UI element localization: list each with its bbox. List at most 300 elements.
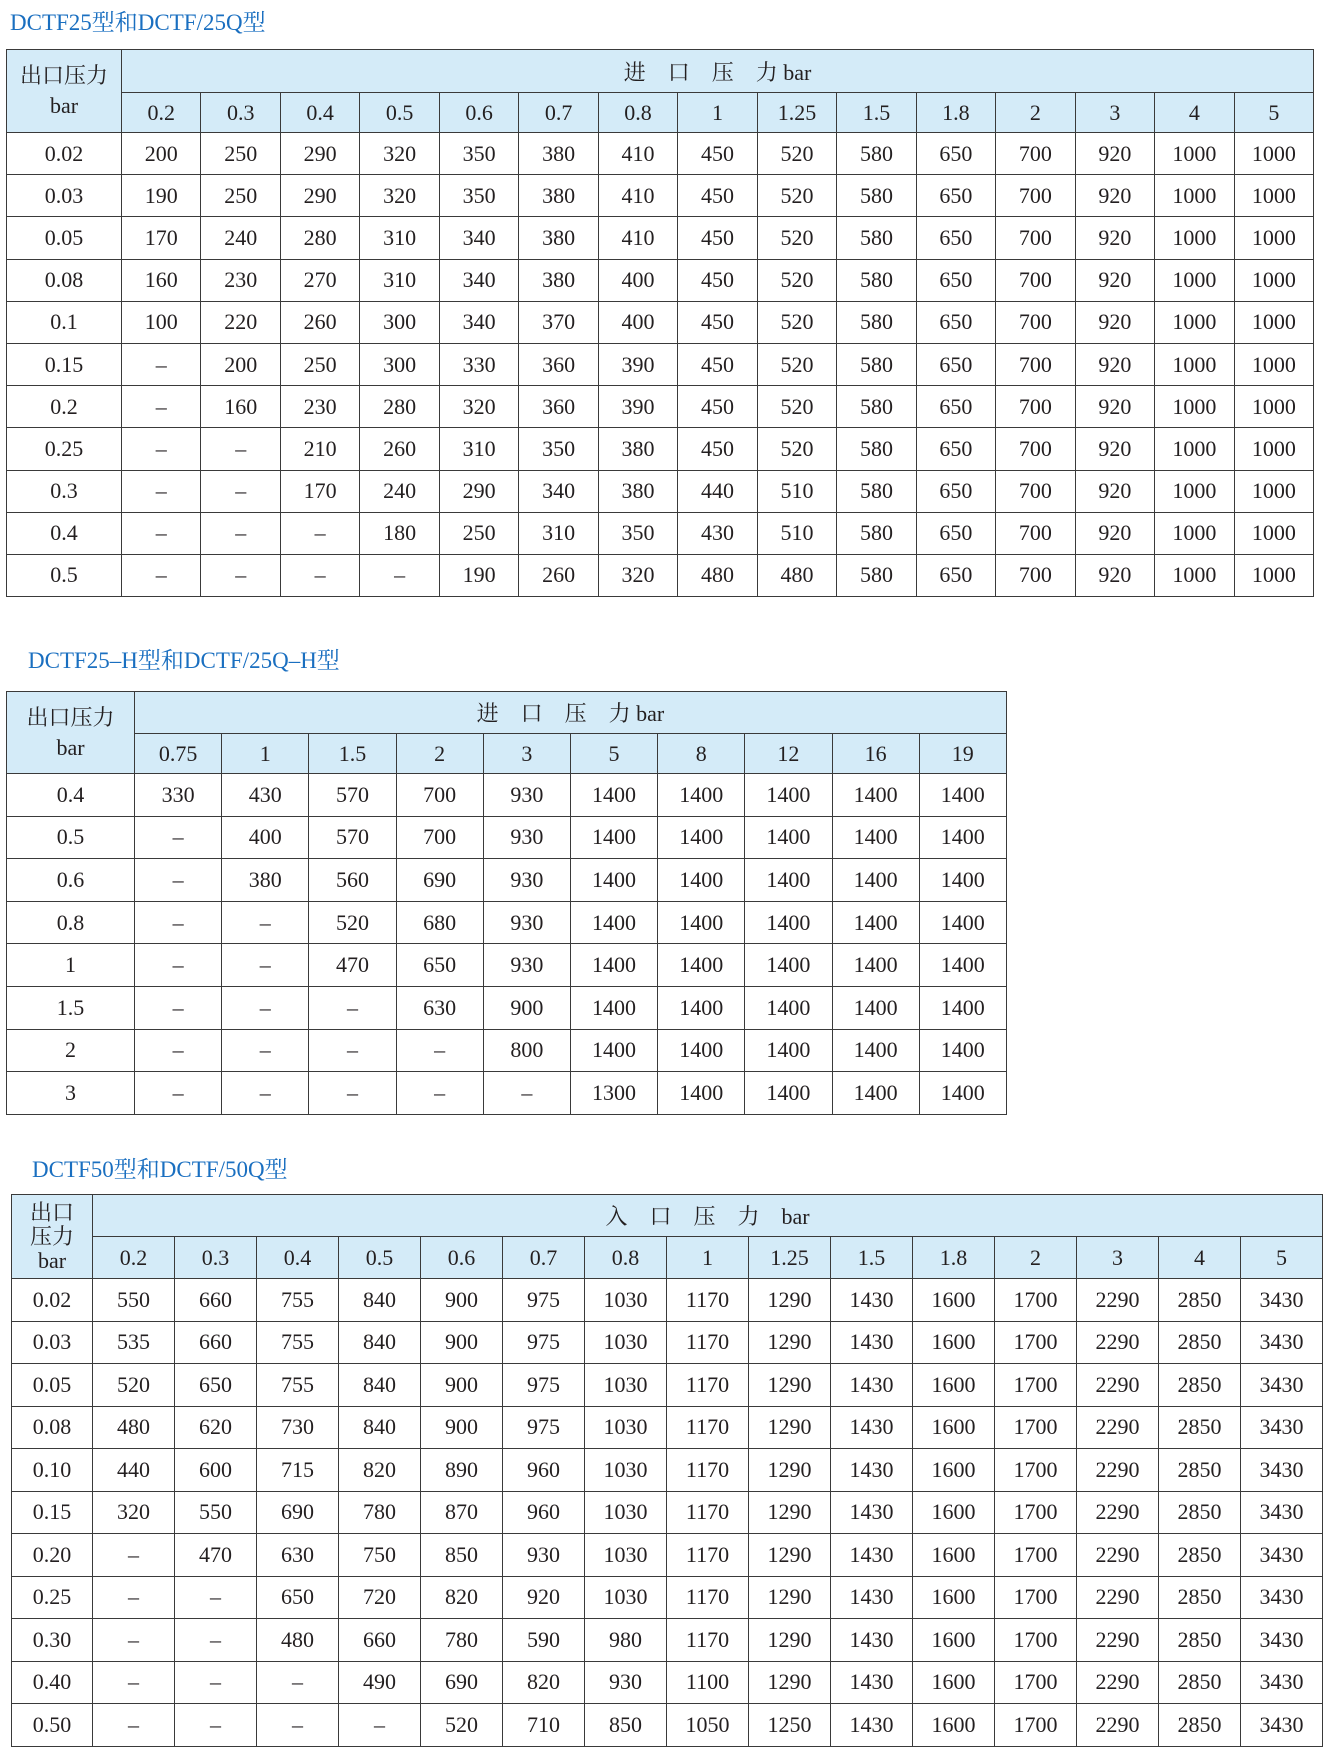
table-row <box>12 1321 1323 1364</box>
flow-value-cell: 520 <box>757 386 836 428</box>
flow-value-cell: 650 <box>916 301 995 343</box>
flow-value-cell: 320 <box>360 175 439 217</box>
outlet-pressure-cell: 0.8 <box>7 901 135 944</box>
column-header-inlet: 16 <box>832 734 919 774</box>
flow-value-cell: 1400 <box>570 859 657 902</box>
flow-value-cell: 510 <box>757 470 836 512</box>
flow-value-cell: 450 <box>678 217 757 259</box>
flow-value-cell: 1000 <box>1155 512 1234 554</box>
outlet-pressure-cell: 0.08 <box>7 259 122 301</box>
flow-value-cell: 220 <box>201 301 280 343</box>
flow-value-cell: 340 <box>519 470 598 512</box>
column-header-inlet: 0.5 <box>339 1237 421 1279</box>
flow-value-cell: – <box>396 1029 483 1072</box>
flow-value-cell: – <box>135 986 222 1029</box>
flow-value-cell: 900 <box>483 986 570 1029</box>
flow-value-cell: 320 <box>598 554 677 596</box>
flow-value-cell: 3430 <box>1241 1449 1323 1492</box>
flow-value-cell: 1400 <box>658 1072 745 1115</box>
column-header-inlet: 4 <box>1159 1237 1241 1279</box>
flow-value-cell: 650 <box>916 343 995 385</box>
flow-value-cell: 160 <box>122 259 201 301</box>
flow-value-cell: 2290 <box>1077 1704 1159 1747</box>
flow-value-cell: 1700 <box>995 1491 1077 1534</box>
inlet-pressure-group-header: 进 口 压 力 bar <box>122 50 1314 93</box>
flow-value-cell: 3430 <box>1241 1534 1323 1577</box>
column-header-inlet: 0.4 <box>257 1237 339 1279</box>
flow-value-cell: 290 <box>439 470 518 512</box>
flow-value-cell: 260 <box>360 428 439 470</box>
flow-value-cell: 390 <box>598 343 677 385</box>
row-header: 出口压力 <box>26 704 115 730</box>
pressure-table-dctf25-h <box>6 691 1007 1115</box>
flow-value-cell: 780 <box>339 1491 421 1534</box>
flow-value-cell: 410 <box>598 217 677 259</box>
flow-value-cell: 1030 <box>585 1321 667 1364</box>
flow-value-cell: 650 <box>916 470 995 512</box>
flow-value-cell: 1430 <box>831 1449 913 1492</box>
flow-value-cell: 550 <box>175 1491 257 1534</box>
flow-value-cell: 280 <box>280 217 359 259</box>
flow-value-cell: 450 <box>678 259 757 301</box>
outlet-pressure-cell: 0.03 <box>7 175 122 217</box>
flow-value-cell: 960 <box>503 1491 585 1534</box>
flow-value-cell: 1030 <box>585 1406 667 1449</box>
flow-value-cell: 450 <box>678 343 757 385</box>
table-row <box>7 944 1007 987</box>
table-1-title: DCTF25型和DCTF/25Q型 <box>10 10 266 35</box>
flow-value-cell: 920 <box>1075 217 1154 259</box>
flow-value-cell: – <box>201 512 280 554</box>
flow-value-cell: 270 <box>280 259 359 301</box>
flow-value-cell: 2290 <box>1077 1449 1159 1492</box>
flow-value-cell: 1400 <box>658 944 745 987</box>
flow-value-cell: 450 <box>678 133 757 175</box>
flow-value-cell: 250 <box>280 343 359 385</box>
flow-value-cell: 1000 <box>1234 386 1314 428</box>
flow-value-cell: – <box>135 1072 222 1115</box>
outlet-pressure-cell: 0.4 <box>7 774 135 817</box>
flow-value-cell: 1000 <box>1234 512 1314 554</box>
flow-value-cell: 1400 <box>832 1029 919 1072</box>
flow-value-cell: 700 <box>396 774 483 817</box>
table-row <box>12 1619 1323 1662</box>
flow-value-cell: 400 <box>222 816 309 859</box>
flow-value-cell: 250 <box>201 175 280 217</box>
table-row <box>7 859 1007 902</box>
flow-value-cell: 930 <box>483 774 570 817</box>
flow-value-cell: 180 <box>360 512 439 554</box>
flow-value-cell: – <box>135 944 222 987</box>
flow-value-cell: 320 <box>93 1491 175 1534</box>
flow-value-cell: 700 <box>996 217 1075 259</box>
flow-value-cell: 350 <box>519 428 598 470</box>
flow-value-cell: – <box>339 1704 421 1747</box>
flow-value-cell: – <box>280 554 359 596</box>
flow-value-cell: 1000 <box>1234 133 1314 175</box>
column-header-inlet: 0.6 <box>439 93 518 133</box>
flow-value-cell: 920 <box>1075 554 1154 596</box>
flow-value-cell: 310 <box>439 428 518 470</box>
flow-value-cell: 380 <box>519 175 598 217</box>
row-header-unit: bar <box>37 1247 67 1273</box>
flow-value-cell: 1000 <box>1234 470 1314 512</box>
flow-value-cell: 350 <box>439 133 518 175</box>
flow-value-cell: 3430 <box>1241 1491 1323 1534</box>
table-row <box>7 428 1314 470</box>
outlet-pressure-cell: 0.1 <box>7 301 122 343</box>
flow-value-cell: 690 <box>396 859 483 902</box>
flow-value-cell: 820 <box>503 1661 585 1704</box>
flow-value-cell: 1000 <box>1234 343 1314 385</box>
flow-value-cell: 1400 <box>919 816 1006 859</box>
inlet-pressure-group-header: 入 口 压 力 bar <box>93 1195 1323 1237</box>
flow-value-cell: 920 <box>1075 175 1154 217</box>
flow-value-cell: 900 <box>421 1364 503 1407</box>
flow-value-cell: 1400 <box>832 986 919 1029</box>
flow-value-cell: 3430 <box>1241 1704 1323 1747</box>
table-row <box>12 1449 1323 1492</box>
flow-value-cell: 1700 <box>995 1534 1077 1577</box>
row-header-line2: 压力 <box>29 1223 74 1249</box>
flow-value-cell: 580 <box>837 175 916 217</box>
flow-value-cell: 650 <box>175 1364 257 1407</box>
outlet-pressure-cell: 1 <box>7 944 135 987</box>
flow-value-cell: 690 <box>257 1491 339 1534</box>
flow-value-cell: 920 <box>1075 133 1154 175</box>
flow-value-cell: 410 <box>598 175 677 217</box>
flow-value-cell: 1000 <box>1234 259 1314 301</box>
flow-value-cell: 3430 <box>1241 1619 1323 1662</box>
flow-value-cell: – <box>257 1661 339 1704</box>
flow-value-cell: 1400 <box>570 901 657 944</box>
table-row <box>7 1029 1007 1072</box>
flow-value-cell: – <box>122 343 201 385</box>
table-row <box>7 901 1007 944</box>
flow-value-cell: – <box>309 986 396 1029</box>
outlet-pressure-cell: 0.25 <box>12 1576 93 1619</box>
flow-value-cell: 800 <box>483 1029 570 1072</box>
flow-value-cell: 200 <box>201 343 280 385</box>
flow-value-cell: 260 <box>519 554 598 596</box>
flow-value-cell: – <box>175 1619 257 1662</box>
flow-value-cell: 700 <box>396 816 483 859</box>
flow-value-cell: 520 <box>757 259 836 301</box>
column-header-inlet: 8 <box>658 734 745 774</box>
flow-value-cell: 630 <box>396 986 483 1029</box>
column-header-inlet: 5 <box>570 734 657 774</box>
flow-value-cell: 340 <box>439 301 518 343</box>
flow-value-cell: 2850 <box>1159 1321 1241 1364</box>
outlet-pressure-cell: 0.05 <box>12 1364 93 1407</box>
flow-value-cell: 715 <box>257 1449 339 1492</box>
flow-value-cell: 1000 <box>1155 386 1234 428</box>
flow-value-cell: 980 <box>585 1619 667 1662</box>
outlet-pressure-cell: 0.6 <box>7 859 135 902</box>
flow-value-cell: 160 <box>201 386 280 428</box>
flow-value-cell: 975 <box>503 1364 585 1407</box>
flow-value-cell: 1400 <box>832 901 919 944</box>
row-header-line1: 出口 <box>29 1199 74 1225</box>
flow-value-cell: – <box>93 1661 175 1704</box>
flow-value-cell: 520 <box>757 217 836 259</box>
flow-value-cell: 580 <box>837 512 916 554</box>
column-header-inlet: 0.3 <box>201 93 280 133</box>
column-header-inlet: 0.5 <box>360 93 439 133</box>
column-header-inlet: 3 <box>483 734 570 774</box>
flow-value-cell: 900 <box>421 1321 503 1364</box>
flow-value-cell: 650 <box>916 217 995 259</box>
outlet-pressure-cell: 0.40 <box>12 1661 93 1704</box>
flow-value-cell: 1000 <box>1155 217 1234 259</box>
flow-value-cell: – <box>175 1704 257 1747</box>
flow-value-cell: 1600 <box>913 1576 995 1619</box>
outlet-pressure-cell: 0.3 <box>7 470 122 512</box>
flow-value-cell: 380 <box>519 259 598 301</box>
flow-value-cell: 920 <box>1075 386 1154 428</box>
row-header-outlet-pressure <box>12 1195 93 1279</box>
flow-value-cell: 690 <box>421 1661 503 1704</box>
flow-value-cell: 1300 <box>570 1072 657 1115</box>
flow-value-cell: 280 <box>360 386 439 428</box>
outlet-pressure-cell: 0.05 <box>7 217 122 259</box>
outlet-pressure-cell: 0.2 <box>7 386 122 428</box>
flow-value-cell: 170 <box>122 217 201 259</box>
flow-value-cell: 450 <box>678 175 757 217</box>
flow-value-cell: 1700 <box>995 1704 1077 1747</box>
flow-value-cell: 430 <box>678 512 757 554</box>
flow-value-cell: 1430 <box>831 1576 913 1619</box>
flow-value-cell: 1400 <box>658 816 745 859</box>
flow-value-cell: 1400 <box>658 986 745 1029</box>
flow-value-cell: 380 <box>519 217 598 259</box>
flow-value-cell: – <box>175 1576 257 1619</box>
flow-value-cell: 1430 <box>831 1279 913 1322</box>
flow-value-cell: 1170 <box>667 1449 749 1492</box>
flow-value-cell: 1600 <box>913 1534 995 1577</box>
flow-value-cell: 1170 <box>667 1279 749 1322</box>
row-header-outlet-pressure <box>7 692 135 774</box>
flow-value-cell: 1400 <box>570 774 657 817</box>
flow-value-cell: 1400 <box>570 986 657 1029</box>
flow-value-cell: 600 <box>175 1449 257 1492</box>
flow-value-cell: 170 <box>280 470 359 512</box>
flow-value-cell: 1700 <box>995 1279 1077 1322</box>
flow-value-cell: 1400 <box>832 774 919 817</box>
flow-value-cell: 850 <box>421 1534 503 1577</box>
flow-value-cell: 2850 <box>1159 1449 1241 1492</box>
flow-value-cell: 1000 <box>1155 428 1234 470</box>
flow-value-cell: 480 <box>93 1406 175 1449</box>
flow-value-cell: – <box>222 944 309 987</box>
flow-value-cell: 1400 <box>832 944 919 987</box>
flow-value-cell: 250 <box>439 512 518 554</box>
column-header-inlet: 2 <box>396 734 483 774</box>
flow-value-cell: 1430 <box>831 1406 913 1449</box>
table-row <box>7 816 1007 859</box>
flow-value-cell: – <box>222 986 309 1029</box>
flow-value-cell: 230 <box>201 259 280 301</box>
table-row <box>7 1072 1007 1115</box>
flow-value-cell: 1700 <box>995 1619 1077 1662</box>
flow-value-cell: 1000 <box>1234 301 1314 343</box>
flow-value-cell: 3430 <box>1241 1364 1323 1407</box>
column-header-inlet: 5 <box>1241 1237 1323 1279</box>
flow-value-cell: 3430 <box>1241 1576 1323 1619</box>
column-header-inlet: 0.7 <box>503 1237 585 1279</box>
table-2-title: DCTF25–H型和DCTF/25Q–H型 <box>28 648 340 673</box>
flow-value-cell: 660 <box>339 1619 421 1662</box>
flow-value-cell: 1000 <box>1155 470 1234 512</box>
flow-value-cell: – <box>175 1661 257 1704</box>
flow-value-cell: 650 <box>916 512 995 554</box>
flow-value-cell: 520 <box>757 301 836 343</box>
table-row <box>7 470 1314 512</box>
flow-value-cell: 1400 <box>919 1029 1006 1072</box>
flow-value-cell: 2850 <box>1159 1279 1241 1322</box>
flow-value-cell: 920 <box>1075 259 1154 301</box>
table-row <box>12 1704 1323 1747</box>
outlet-pressure-cell: 0.02 <box>12 1279 93 1322</box>
flow-value-cell: 1430 <box>831 1321 913 1364</box>
flow-value-cell: 230 <box>280 386 359 428</box>
outlet-pressure-cell: 0.15 <box>12 1491 93 1534</box>
flow-value-cell: 1700 <box>995 1321 1077 1364</box>
flow-value-cell: 1290 <box>749 1619 831 1662</box>
flow-value-cell: 450 <box>678 428 757 470</box>
flow-value-cell: 1400 <box>745 901 832 944</box>
flow-value-cell: 190 <box>439 554 518 596</box>
outlet-pressure-cell: 0.03 <box>12 1321 93 1364</box>
flow-value-cell: – <box>93 1534 175 1577</box>
flow-value-cell: 930 <box>503 1534 585 1577</box>
flow-value-cell: 580 <box>837 470 916 512</box>
flow-value-cell: 2290 <box>1077 1491 1159 1534</box>
flow-value-cell: 1290 <box>749 1661 831 1704</box>
flow-value-cell: 920 <box>1075 428 1154 470</box>
flow-value-cell: 1290 <box>749 1364 831 1407</box>
flow-value-cell: 470 <box>309 944 396 987</box>
outlet-pressure-cell: 0.50 <box>12 1704 93 1747</box>
flow-value-cell: 480 <box>757 554 836 596</box>
pressure-table-dctf25 <box>6 49 1314 597</box>
flow-value-cell: 520 <box>309 901 396 944</box>
flow-value-cell: 820 <box>339 1449 421 1492</box>
flow-value-cell: 2850 <box>1159 1661 1241 1704</box>
flow-value-cell: 680 <box>396 901 483 944</box>
flow-value-cell: 1050 <box>667 1704 749 1747</box>
flow-value-cell: 1400 <box>570 1029 657 1072</box>
flow-value-cell: 1290 <box>749 1279 831 1322</box>
flow-value-cell: 470 <box>175 1534 257 1577</box>
flow-value-cell: 330 <box>439 343 518 385</box>
flow-value-cell: 250 <box>201 133 280 175</box>
flow-value-cell: 975 <box>503 1279 585 1322</box>
flow-value-cell: 780 <box>421 1619 503 1662</box>
flow-value-cell: 820 <box>421 1576 503 1619</box>
flow-value-cell: 2290 <box>1077 1576 1159 1619</box>
flow-value-cell: 570 <box>309 774 396 817</box>
flow-value-cell: 440 <box>678 470 757 512</box>
column-header-inlet: 2 <box>996 93 1075 133</box>
flow-value-cell: 1030 <box>585 1449 667 1492</box>
column-header-inlet: 4 <box>1155 93 1234 133</box>
table-row <box>12 1576 1323 1619</box>
outlet-pressure-cell: 0.30 <box>12 1619 93 1662</box>
flow-value-cell: 510 <box>757 512 836 554</box>
flow-value-cell: 660 <box>175 1279 257 1322</box>
flow-value-cell: 650 <box>916 386 995 428</box>
flow-value-cell: 700 <box>996 386 1075 428</box>
flow-value-cell: 3430 <box>1241 1661 1323 1704</box>
flow-value-cell: 650 <box>916 175 995 217</box>
flow-value-cell: 300 <box>360 301 439 343</box>
flow-value-cell: 2850 <box>1159 1576 1241 1619</box>
flow-value-cell: – <box>135 859 222 902</box>
flow-value-cell: 310 <box>519 512 598 554</box>
flow-value-cell: 650 <box>916 554 995 596</box>
flow-value-cell: 520 <box>757 343 836 385</box>
outlet-pressure-cell: 1.5 <box>7 986 135 1029</box>
column-header-inlet: 1 <box>678 93 757 133</box>
flow-value-cell: 1600 <box>913 1619 995 1662</box>
flow-value-cell: 1000 <box>1234 175 1314 217</box>
flow-value-cell: 975 <box>503 1406 585 1449</box>
flow-value-cell: – <box>201 470 280 512</box>
table-row <box>12 1279 1323 1322</box>
flow-value-cell: 1030 <box>585 1364 667 1407</box>
column-header-inlet: 5 <box>1234 93 1314 133</box>
flow-value-cell: 1400 <box>570 816 657 859</box>
flow-value-cell: – <box>122 428 201 470</box>
flow-value-cell: 1430 <box>831 1661 913 1704</box>
flow-value-cell: 1400 <box>832 859 919 902</box>
table-row <box>12 1364 1323 1407</box>
flow-value-cell: 840 <box>339 1279 421 1322</box>
flow-value-cell: 700 <box>996 133 1075 175</box>
flow-value-cell: – <box>93 1619 175 1662</box>
flow-value-cell: 930 <box>483 901 570 944</box>
flow-value-cell: 1290 <box>749 1321 831 1364</box>
flow-value-cell: – <box>122 554 201 596</box>
table-row <box>7 175 1314 217</box>
flow-value-cell: 520 <box>757 428 836 470</box>
flow-value-cell: 900 <box>421 1279 503 1322</box>
flow-value-cell: 260 <box>280 301 359 343</box>
flow-value-cell: 580 <box>837 259 916 301</box>
flow-value-cell: 975 <box>503 1321 585 1364</box>
column-header-inlet: 0.6 <box>421 1237 503 1279</box>
flow-value-cell: 1290 <box>749 1576 831 1619</box>
flow-value-cell: 240 <box>201 217 280 259</box>
flow-value-cell: 1000 <box>1155 133 1234 175</box>
flow-value-cell: 490 <box>339 1661 421 1704</box>
flow-value-cell: 1170 <box>667 1406 749 1449</box>
flow-value-cell: 1430 <box>831 1491 913 1534</box>
flow-value-cell: 3430 <box>1241 1321 1323 1364</box>
flow-value-cell: 920 <box>503 1576 585 1619</box>
column-header-inlet: 1.8 <box>913 1237 995 1279</box>
outlet-pressure-cell: 0.4 <box>7 512 122 554</box>
column-header-inlet: 0.3 <box>175 1237 257 1279</box>
flow-value-cell: 1170 <box>667 1619 749 1662</box>
flow-value-cell: 650 <box>916 428 995 470</box>
flow-value-cell: 930 <box>483 859 570 902</box>
flow-value-cell: 1290 <box>749 1406 831 1449</box>
column-header-inlet: 0.8 <box>585 1237 667 1279</box>
outlet-pressure-cell: 3 <box>7 1072 135 1115</box>
flow-value-cell: 920 <box>1075 343 1154 385</box>
